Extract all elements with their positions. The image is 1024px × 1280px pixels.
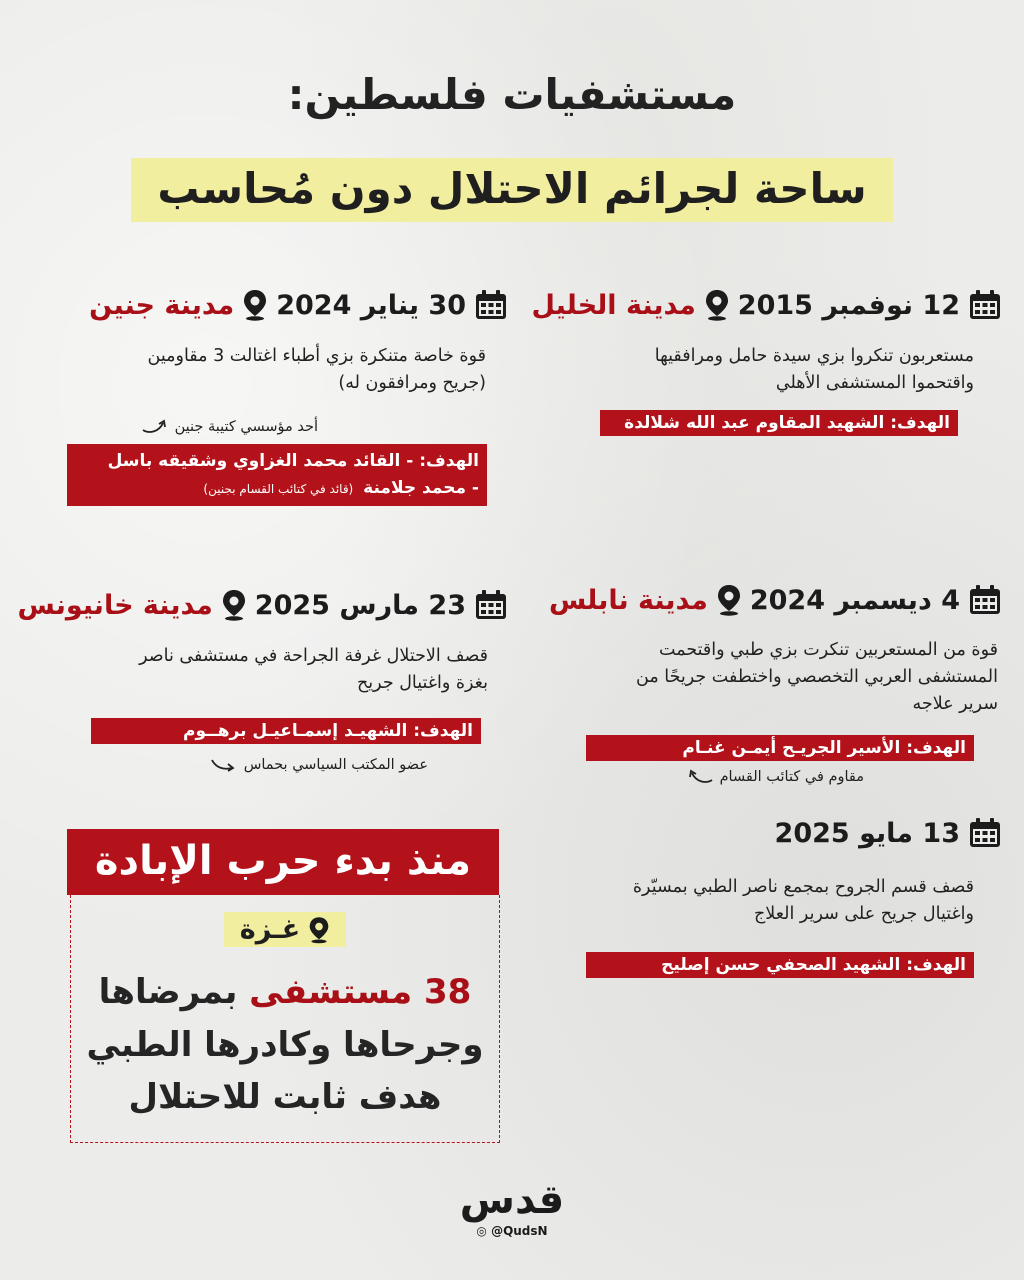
desc-line: واغتيال جريح على سرير العلاج [753,904,974,925]
desc-line: بغزة واغتيال جريح [357,673,488,694]
desc-line: قوة خاصة متنكرة بزي أطباء اغتالت 3 مقاومين [147,346,486,366]
event-nablus-header [549,584,1002,616]
location-pin-icon [242,289,268,321]
event-may2025-description [554,874,974,928]
event-hebron-target: الهدف: الشهيد المقاوم عبد الله شلالدة [600,410,958,436]
desc-line: المستشفى العربي التخصصي واختطفت جريحًا من [636,667,998,688]
page-title: مستشفيات فلسطين: [287,70,737,119]
instagram-icon: ◎ [476,1224,487,1238]
event-date: 13 مايو 2025 [774,817,960,849]
event-khanyounis-description [58,643,488,697]
calendar-icon [968,289,1002,321]
calendar-icon [474,589,508,621]
hospital-count: 38 مستشفى [249,972,472,1012]
location-pin-icon [704,289,730,321]
page-subtitle: ساحة لجرائم الاحتلال دون مُحاسب [131,158,892,222]
desc-line: مستعربون تنكروا بزي سيدة حامل ومرافقيها [654,346,974,366]
target-name: - محمد جلامنة [363,478,479,498]
desc-line: قوة من المستعربين تنكرت بزي طبي واقتحمت [659,640,998,660]
event-hebron-description [554,343,974,397]
event-khanyounis-header [18,589,508,621]
gaza-tag [224,912,346,947]
event-khanyounis-note [210,756,428,774]
curved-arrow-icon [210,756,238,774]
event-date: 23 مارس 2025 [254,589,466,621]
note-text: أحد مؤسسي كتيبة جنين [174,419,318,435]
gaza-tag-label: غـزة [239,914,301,945]
calendar-icon [968,584,1002,616]
event-jenin-description [66,343,486,397]
handle-text: @QudsN [491,1224,548,1238]
event-city: مدينة خانيونس [17,589,213,621]
event-jenin-note [141,418,318,436]
calendar-icon [474,289,508,321]
target-line: الهدف: - القائد محمد الغزاوي وشقيقه باسل [107,451,479,471]
event-city: مدينة نابلس [549,584,708,616]
gaza-banner: منذ بدء حرب الإبادة [67,829,499,895]
instagram-handle [440,1224,584,1238]
event-jenin-target [67,444,487,506]
gaza-statement [70,966,500,1124]
calendar-icon [968,817,1002,849]
gaza-statement-line2: وجرحاها وكادرها الطبي [86,1024,484,1065]
location-pin-icon [308,916,330,944]
event-may2025-target: الهدف: الشهيد الصحفي حسن إصليح [586,952,974,978]
subtitle-wrap [0,158,1024,222]
desc-line: قصف قسم الجروح بمجمع ناصر الطبي بمسيّرة [632,877,974,897]
gaza-statement-line3: هدف ثابت للاحتلال [128,1077,442,1118]
event-date: 30 يناير 2024 [276,289,466,321]
desc-line: واقتحموا المستشفى الأهلي [775,373,974,394]
location-pin-icon [716,584,742,616]
note-text: عضو المكتب السياسي بحماس [243,757,428,773]
logo-mark: قدس [459,1177,565,1223]
desc-line: سرير علاجه [912,694,998,715]
event-nablus-target: الهدف: الأسير الجريـح أيمـن غنـام [586,735,974,761]
target-line-2 [75,475,479,503]
event-khanyounis-target: الهدف: الشهيـد إسمـاعيـل برهــوم [91,718,481,744]
target-role: (قائد في كتائب القسام بجنين) [203,482,354,496]
event-city: مدينة الخليل [531,289,696,321]
desc-line: قصف الاحتلال غرفة الجراحة في مستشفى ناصر [139,646,488,666]
event-nablus-note [686,768,864,786]
event-date: 12 نوفمبر 2015 [737,289,960,321]
event-city: مدينة جنين [89,289,235,321]
event-hebron-header [532,289,1002,321]
event-date: 4 ديسمبر 2024 [749,584,960,616]
gaza-tag-wrap [70,912,500,948]
curved-arrow-icon [141,418,169,436]
location-pin-icon [221,589,247,621]
note-text: مقاوم في كتائب القسام [719,769,864,785]
curved-arrow-icon [686,768,714,786]
quds-logo [440,1177,584,1238]
event-jenin-header [89,289,508,321]
event-may2025-header [775,817,1002,849]
gaza-statement-line1 [70,966,500,1019]
desc-line: (جريح ومرافقون له) [338,373,486,394]
gaza-statement-rest: بمرضاها [98,972,250,1012]
event-nablus-description [548,637,998,718]
